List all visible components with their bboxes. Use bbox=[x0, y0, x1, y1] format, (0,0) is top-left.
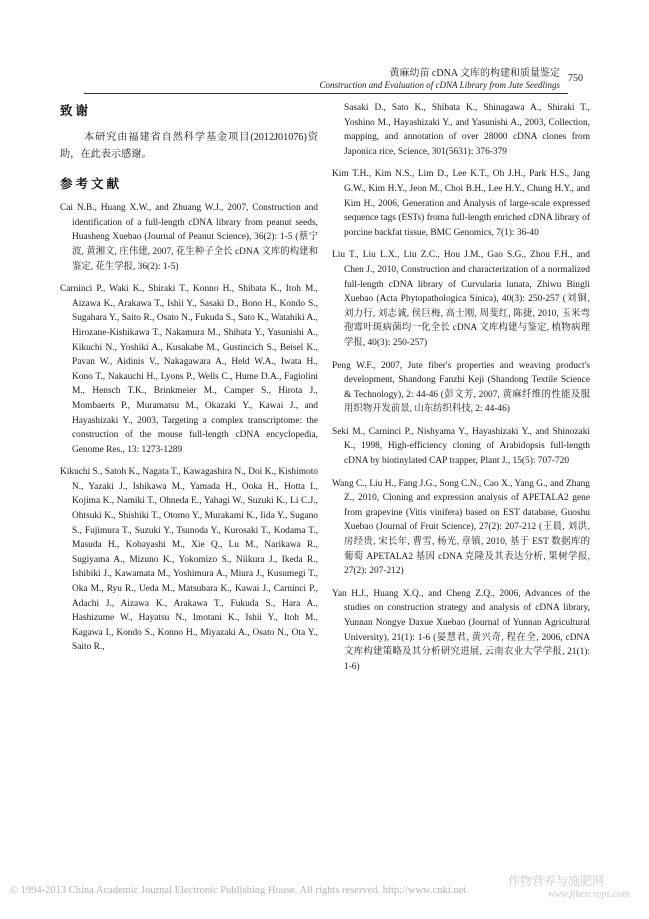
reference-item: Seki M., Carninci P., Nishyama Y., Hayashizaki Y., and Shinozaki K., 1998, High-efficiency cloning of Arabidopsis full-length cDNA by biotinylated CAP trapper, Plant J., 15(5): 707-720 bbox=[332, 426, 590, 467]
watermark-text: 作物营养与施肥网 bbox=[508, 874, 605, 888]
right-column bbox=[332, 104, 590, 682]
reference-list-left bbox=[60, 201, 318, 655]
reference-item: Cai N.B., Huang X.W., and Zhuang W.J., 2007, Construction and identification of a full-length cDNA library from peanut seeds, Huasheng Xuebao (Journal of Peanut Science), 36(2): 1-5 (蔡宁波, 黄湘文, 庄伟建, 2007, 花生种子全长 cDNA 文库的构建和鉴定, 花生学报, 36(2): 1-5) bbox=[60, 203, 318, 272]
reference-item: Wang C., Liu H., Fang J.G., Song C.N., Cao X., Yang G., and Zhang Z., 2010, Cloning and expression analysis of APETALA2 gene from grapevine (Vitis vinifera) based on EST database, Guoshu Xuebao (Journal of Fruit Science), 27(2): 207-212 (王晨, 刘洪, 房经贵, 宋长年, 曹雪, 杨光, 章镇, 2010, 基于 EST 数据库的葡萄 APETALA2 基因 cDNA 克隆及其表达分析, 果树学报, 27(2): 207-212) bbox=[332, 478, 590, 577]
running-title-en: Construction and Evaluation of cDNA Library from Jute Seedlings bbox=[319, 80, 560, 90]
reference-item: Carninci P., Waki K., Shiraki T., Konno H., Shibata K., Itoh M., Aizawa K., Arakawa T., Ishii Y., Sasaki D., Bono H., Kondo S., Sugahara Y., Saito R., Osato N., Fukuda S., Sato K., Watahiki A., Hirozane-Kishikawa T., Nakamura M., Shibata Y., Yasunishi A., Kikuchi N., Yoshiki A., Kusakabe M., Gustincich S., Beisel K., Pavan W., Aidinis V., Nakagawara A., Held W.A., Iwata H., Kono T., Nakauchi H., Lyons P., Wells C., Hume D.A., Fagiolini M., Hensch T.K., Brinkmeier M., Camper S., Hirota J., Mombaerts P., Muramatsu M., Okazaki Y., Kawai J., and Hayashizaki Y., 2003, Targeting a complex transcriptome: the construction of the mouse full-length cDNA encyclopedia, Genome Res., 13: 1273-1289 bbox=[60, 284, 318, 455]
running-title-cn: 黄麻幼苗 cDNA 文库的构建和质量鉴定 bbox=[389, 68, 560, 79]
reference-item: Liu T., Liu L.X., Liu Z.C., Hou J.M., Gao S.G., Zhou F.H., and Chen J., 2010, Construction and characterization of a normalized full-length cDNA library of Curvularia lunata, Zhiwu Bingli Xuebao (Acta Phytopathologica Sinica), 40(3): 250-257 (刘铜, 刘力行, 刘志诚, 侯巨梅, 高士刚, 周斐红, 陈捷, 2010, 玉米弯孢霉叶斑病菌均一化全长 cDNA 文库构建与鉴定, 植物病理学报, 40(3): 250-257) bbox=[332, 250, 590, 348]
reference-item: Peng W.F., 2007, Jute fiber's properties and weaving product's development, Shandong Fanzhi Keji (Shandong Textile Science & Technology), 2: 44-46 (彭文芳, 2007, 黄麻纤维的性能及服用织物开发前景, 山东纺织科技, 2: 44-46) bbox=[332, 360, 590, 415]
reference-item-continuation: Sasaki D., Sato K., Shibata K., Shinagawa A., Shiraki T., Yoshino M., Hayashizaki Y., and Yasunishi A., 2003, Collection, mapping, and annotation of over 28000 cDNA clones from Japonica rice, Science, 301(5631): 376-379 bbox=[344, 103, 590, 157]
header-divider bbox=[84, 93, 568, 94]
reference-item: Kikuchi S., Satoh K., Nagata T., Kawagashira N., Doi K., Kishimoto N., Yazaki J., Ishikawa M., Yamada H., Ooka H., Hotta I., Kojima K., Namiki T., Ohneda E., Yahagi W., Suzuki K., Li C.J., Ohtsuki K., Shishiki T., Otomo Y., Murakami K., Iida Y., Sugano S., Fujimura T., Suzuki Y., Tsunoda Y., Kurosaki T., Kodama T., Masuda H., Kobayashi M., Xie Q., Lu M., Narikawa R., Sugiyama A., Mizuno K., Yokomizo S., Niikura J., Ikeda R., Ishibiki J., Kawamata M., Yoshimura A., Miura J., Kusumegi T., Oka M., Ryu R., Ueda M., Matsubara K., Kawai J., Carninci P., Adachi J., Aizawa K., Arakawa T., Fukuda S., Hara A., Hashizume W., Hayatsu N., Imotani K., Ishii Y., Itoh M., Kagawa I., Kondo S., Konno H., Miyazaki A., Osato N., Ota Y., Saito R., bbox=[60, 467, 318, 653]
reference-item: Yan H.J., Huang X.Q., and Cheng Z.Q., 2006, Advances of the studies on construction strategy and analysis of cDNA library, Yunnan Nongye Daxue Xuebao (Journal of Yunnan Agricultural University), 21(1): 1-6 (晏慧君, 黄兴奇, 程在全, 2006, cDNA 文库构建策略及其分析研究进展, 云南农业大学学报, 21(1): 1-6) bbox=[332, 588, 590, 672]
acknowledgement-text: 本研究由福建省自然科学基金项目(2012J01076)资助，在此表示感谢。 bbox=[60, 131, 318, 160]
reference-item: Kim T.H., Kim N.S., Lim D., Lee K.T., Oh J.H., Park H.S., Jang G.W., Kim H.Y., Jeon M., Choi B.H., Lee H.Y., Chung H.Y., and Kim H., 2006, Generation and Analysis of large-scale expressed sequence tags (ESTs) froma full-length enriched cDNA library of porcine backfat tissue, BMC Genomics, 7(1): 36-40 bbox=[332, 169, 590, 238]
left-column bbox=[60, 104, 318, 663]
reference-list-right bbox=[332, 101, 590, 674]
references-heading: 参考文献 bbox=[60, 175, 123, 191]
watermark-url: www.fibercrops.com bbox=[548, 889, 630, 900]
page-number: 750 bbox=[568, 73, 583, 84]
copyright-footer: © 1994-2013 China Academic Journal Electronic Publishing House. All rights reserved. http://www.cnki.net bbox=[10, 885, 467, 896]
acknowledgement-heading: 致谢 bbox=[60, 103, 92, 118]
